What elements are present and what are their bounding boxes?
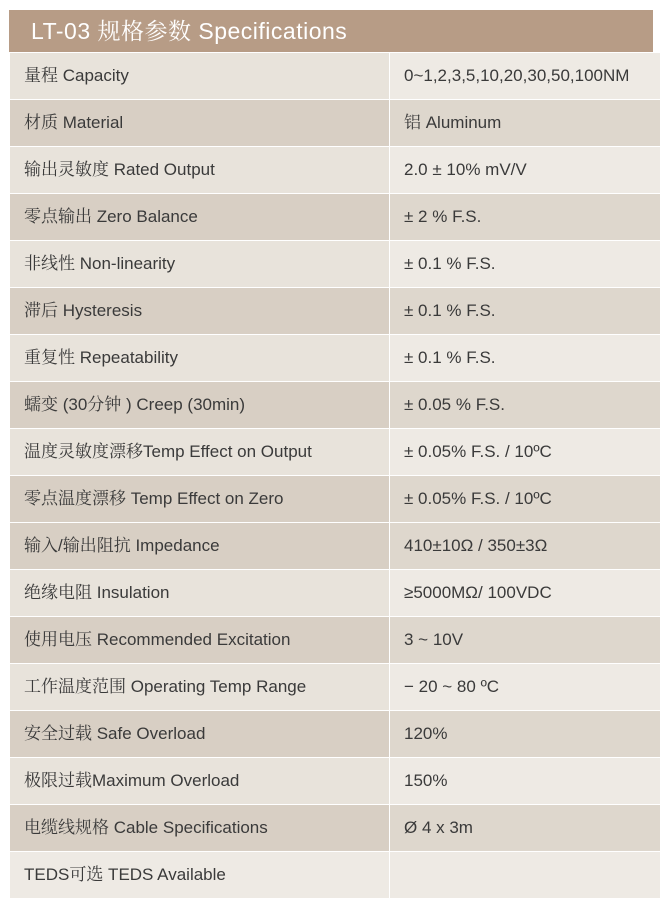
- row-value: ± 0.1 % F.S.: [390, 288, 660, 335]
- table-row: [10, 476, 660, 523]
- row-label: 安全过载 Safe Overload: [10, 711, 390, 758]
- row-value: 铝 Aluminum: [390, 100, 660, 147]
- row-value: 2.0 ± 10% mV/V: [390, 147, 660, 194]
- row-value: 150%: [390, 758, 660, 805]
- row-value: 410±10Ω / 350±3Ω: [390, 523, 660, 570]
- row-label: 电缆线规格 Cable Specifications: [10, 805, 390, 852]
- table-row: [10, 617, 660, 664]
- row-value: ≥5000MΩ/ 100VDC: [390, 570, 660, 617]
- row-value: ± 0.1 % F.S.: [390, 335, 660, 382]
- row-label: 材质 Material: [10, 100, 390, 147]
- row-label: 量程 Capacity: [10, 53, 390, 100]
- table-row: [10, 335, 660, 382]
- row-value: ± 2 % F.S.: [390, 194, 660, 241]
- row-label: TEDS可选 TEDS Available: [10, 852, 390, 899]
- row-value: − 20 ~ 80 ºC: [390, 664, 660, 711]
- row-label: 使用电压 Recommended Excitation: [10, 617, 390, 664]
- row-value: Ø 4 x 3m: [390, 805, 660, 852]
- row-label: 输出灵敏度 Rated Output: [10, 147, 390, 194]
- table-row: [10, 523, 660, 570]
- table-row-teds: [10, 852, 660, 899]
- table-row: [10, 429, 660, 476]
- row-value: 3 ~ 10V: [390, 617, 660, 664]
- table-row: [10, 382, 660, 429]
- row-label: 重复性 Repeatability: [10, 335, 390, 382]
- row-value: ± 0.1 % F.S.: [390, 241, 660, 288]
- row-label: 滞后 Hysteresis: [10, 288, 390, 335]
- table-row: [10, 241, 660, 288]
- row-value: 0~1,2,3,5,10,20,30,50,100NM: [390, 53, 660, 100]
- row-label: 极限过载Maximum Overload: [10, 758, 390, 805]
- table-row: [10, 194, 660, 241]
- row-value: [390, 852, 660, 899]
- row-value: ± 0.05 % F.S.: [390, 382, 660, 429]
- table-row: [10, 288, 660, 335]
- table-row: [10, 570, 660, 617]
- table-body: [10, 53, 660, 899]
- row-value: ± 0.05% F.S. / 10ºC: [390, 476, 660, 523]
- table-row: [10, 758, 660, 805]
- row-label: 温度灵敏度漂移Temp Effect on Output: [10, 429, 390, 476]
- table-row: [10, 664, 660, 711]
- row-label: 工作温度范围 Operating Temp Range: [10, 664, 390, 711]
- row-value: ± 0.05% F.S. / 10ºC: [390, 429, 660, 476]
- page-title: LT-03 规格参数 Specifications: [9, 10, 653, 52]
- table-row: [10, 53, 660, 100]
- row-label: 绝缘电阻 Insulation: [10, 570, 390, 617]
- row-label: 输入/输出阻抗 Impedance: [10, 523, 390, 570]
- row-label: 零点输出 Zero Balance: [10, 194, 390, 241]
- table-row: [10, 100, 660, 147]
- table-row: [10, 711, 660, 758]
- table-row: [10, 147, 660, 194]
- row-value: 120%: [390, 711, 660, 758]
- specifications-table: [9, 52, 660, 899]
- row-label: 蠕变 (30分钟 ) Creep (30min): [10, 382, 390, 429]
- row-label: 零点温度漂移 Temp Effect on Zero: [10, 476, 390, 523]
- row-label: 非线性 Non-linearity: [10, 241, 390, 288]
- table-row: [10, 805, 660, 852]
